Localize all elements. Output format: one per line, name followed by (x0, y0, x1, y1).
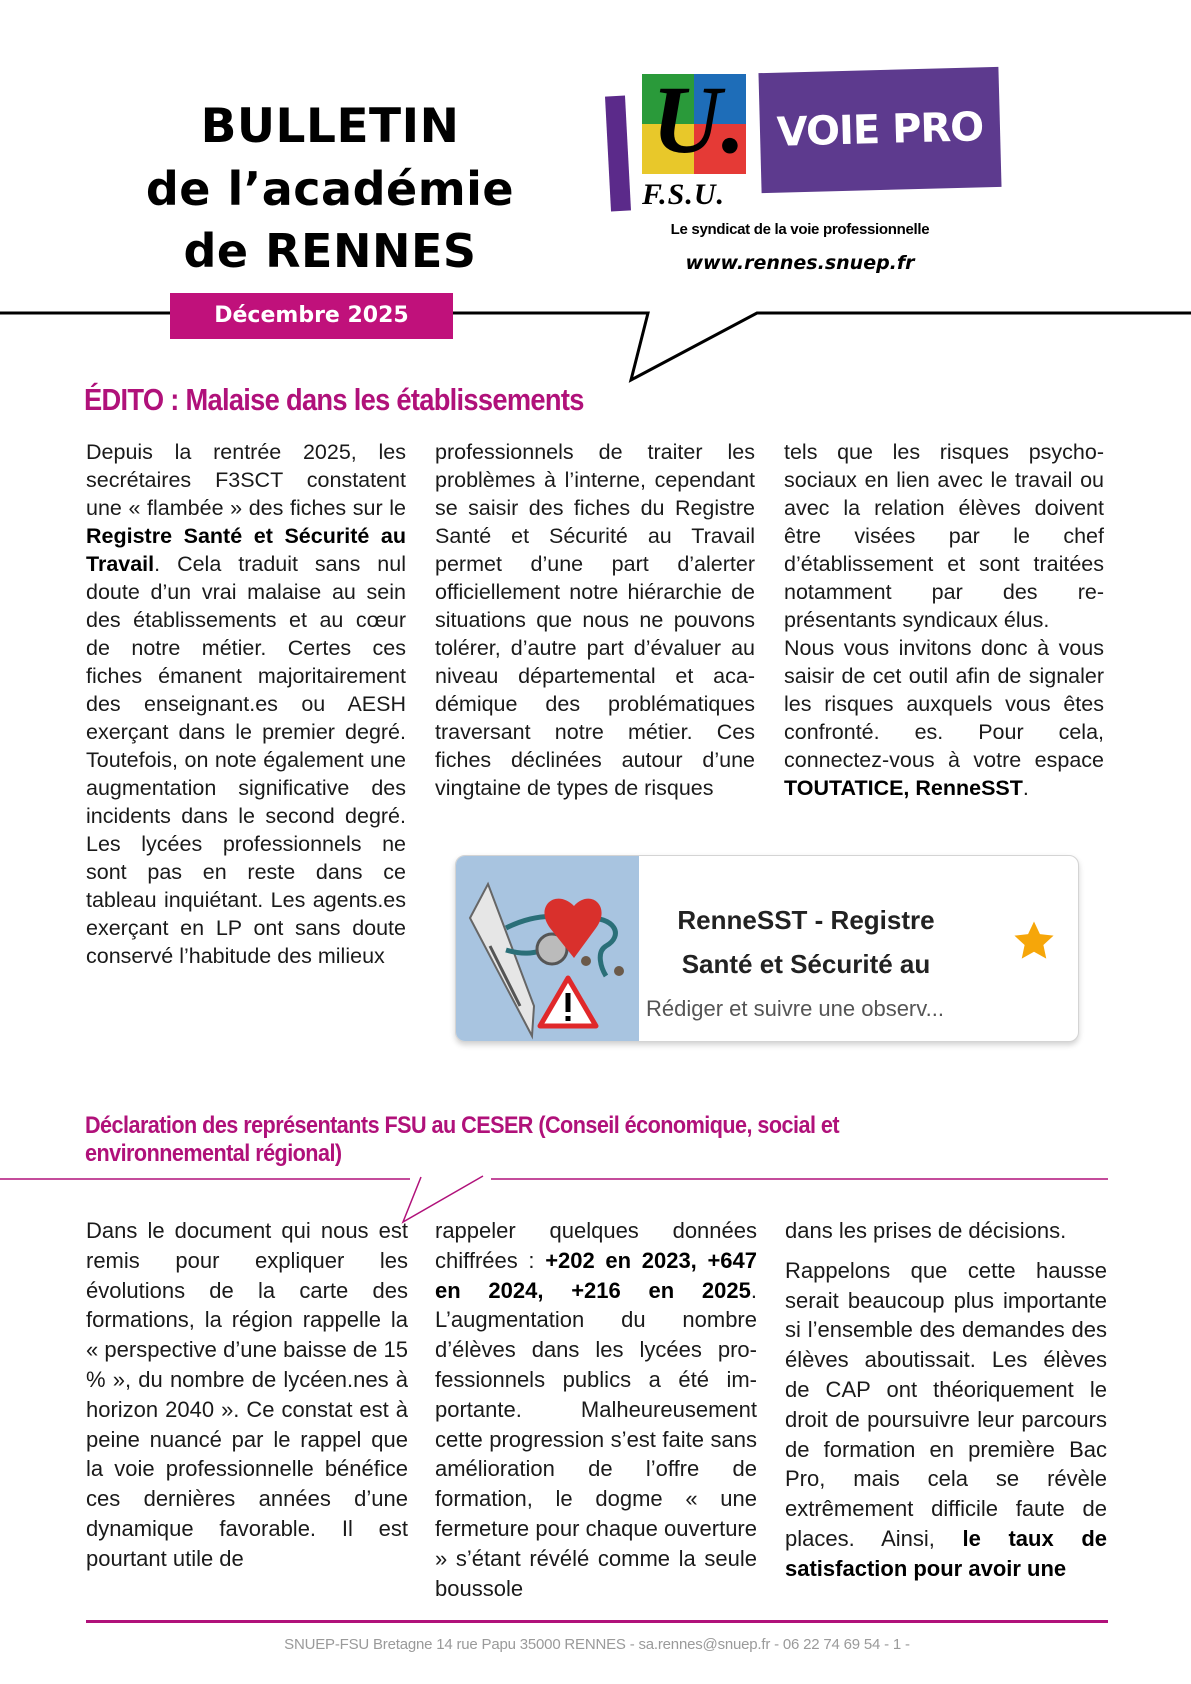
edito-column-3: tels que les risques psychosociaux en lien avec le travail ou avec la relation élèves doivent être visées par le chef d’établissement et sont traitées notamment par des représentants syndicaux élus. Nous vous invitons donc à vous saisir de cet outil afin de signaler les risques auxquels vous êtes confronté. es. Pour cela, connectez-vous à votre espace TOUTATICE, RenneSST. (784, 440, 1104, 800)
logo-letter-u: U. (652, 66, 746, 173)
issue-date-badge: Décembre 2025 (170, 293, 453, 339)
emphasis-register: Registre Santé et Sécurité au Travail (86, 524, 406, 576)
website-link[interactable]: www.rennes.snuep.fr (685, 252, 915, 274)
emphasis-toutatice: TOUTATICE, RenneSST (784, 776, 1023, 800)
title-line-1: BULLETIN (200, 99, 460, 154)
bulletin-title (130, 96, 530, 282)
declaration-column-1: Dans le document qui nous est remis pour expliquer les évolutions de la carte des formations, la région rappelle la « perspective d’une baisse de 15 % », du nombre de lycéen.nes à horizon 2040 ». Ce constat est à peine nuancé par le rappel que la voie professionnelle bénéfice ces dernières années d’une dynamique favorable. Il est pourtant utile de (86, 1218, 408, 1571)
logo-tagline: Le syndicat de la voie professionnelle (670, 221, 930, 238)
declaration-column-2: rappeler quelques données chiffrées : +202 en 2023, +647 en 2024, +216 en 2025. L’augmentation du nombre d’élèves dans les lycées professionnels publics a été importante. Malheureusement cette progression s’est faite sans amélioration de l’offre de formation, le dogme « une fermeture pour chaque ouverture » s’étant révélé comme la seule boussole (435, 1218, 757, 1601)
edito-heading: ÉDITO : Malaise dans les établissements (84, 382, 584, 417)
emphasis-satisfaction: le taux de satisfaction pour avoir une (785, 1525, 1107, 1581)
voie-pro-badge: VOIE PRO (758, 67, 1001, 193)
edito-column-1: Depuis la rentrée 2025, les secrétaires F3SCT constatent une « flambée » des fiches sur le Registre Santé et Sécurité au Travail. Cela traduit sans nul doute d’un vrai malaise au sein des établissements et au cœur de notre métier. Certes ces fiches émanent majoritairement des enseignant.es ou AESH exerçant dans le premier degré. Toutefois, on note également une augmentation significative des incidents dans le second degré. Les lycées professionnels ne sont pas en reste dans ce tableau inquiétant. Les agents.es exerçant en LP ont sans doute conservé l’habitude des milieux (86, 440, 406, 968)
app-tile-title: RenneSST - Registre Santé et Sécurité au (677, 905, 935, 979)
footer-divider (86, 1620, 1108, 1623)
logo-fsu-text: F.S.U. (642, 178, 725, 211)
health-safety-register-icon (456, 856, 639, 1041)
edito-column-2: professionnels de traiter les problèmes à l’interne, cependant se saisir des fiches du Registre Santé et Sécurité au Travail permet d’une part d’alerter officiellement notre hiérarchie de situations que nous ne pouvons tolérer, d’autre part d’évaluer au niveau départemental et académique des problématiques traversant notre métier. Ces fiches déclinées autour d’une vingtaine de types de risques (435, 440, 755, 800)
title-line-2: de l’académie (145, 162, 515, 216)
star-icon[interactable] (1011, 918, 1057, 969)
declaration-heading: Déclaration des représentants FSU au CESER (Conseil économique, social et environnemental régional) (85, 1112, 840, 1167)
rennesst-app-tile[interactable] (455, 855, 1079, 1042)
app-tile-subtitle: Rédiger et suivre une observ... (646, 996, 944, 1021)
emphasis-figures: +202 en 2023, +647 en 2024, +216 en 2025 (435, 1247, 757, 1303)
declaration-column-3: dans les prises de décisions. Rappelons que cette hausse serait beaucoup plus importante si l’ensemble des demandes des élèves aboutissait. Les élèves de CAP ont théoriquement le droit de poursuivre leur parcours de formation en première Bac Pro, mais cela se révèle extrêmement difficile faute de places. Ainsi, le taux de satisfaction pour avoir une (785, 1218, 1107, 1581)
title-line-3: de RENNES (183, 224, 477, 278)
footer-contact: SNUEP-FSU Bretagne 14 rue Papu 35000 RENNES - sa.rennes@snuep.fr - 06 22 74 69 54 - 1 - (284, 1636, 910, 1653)
